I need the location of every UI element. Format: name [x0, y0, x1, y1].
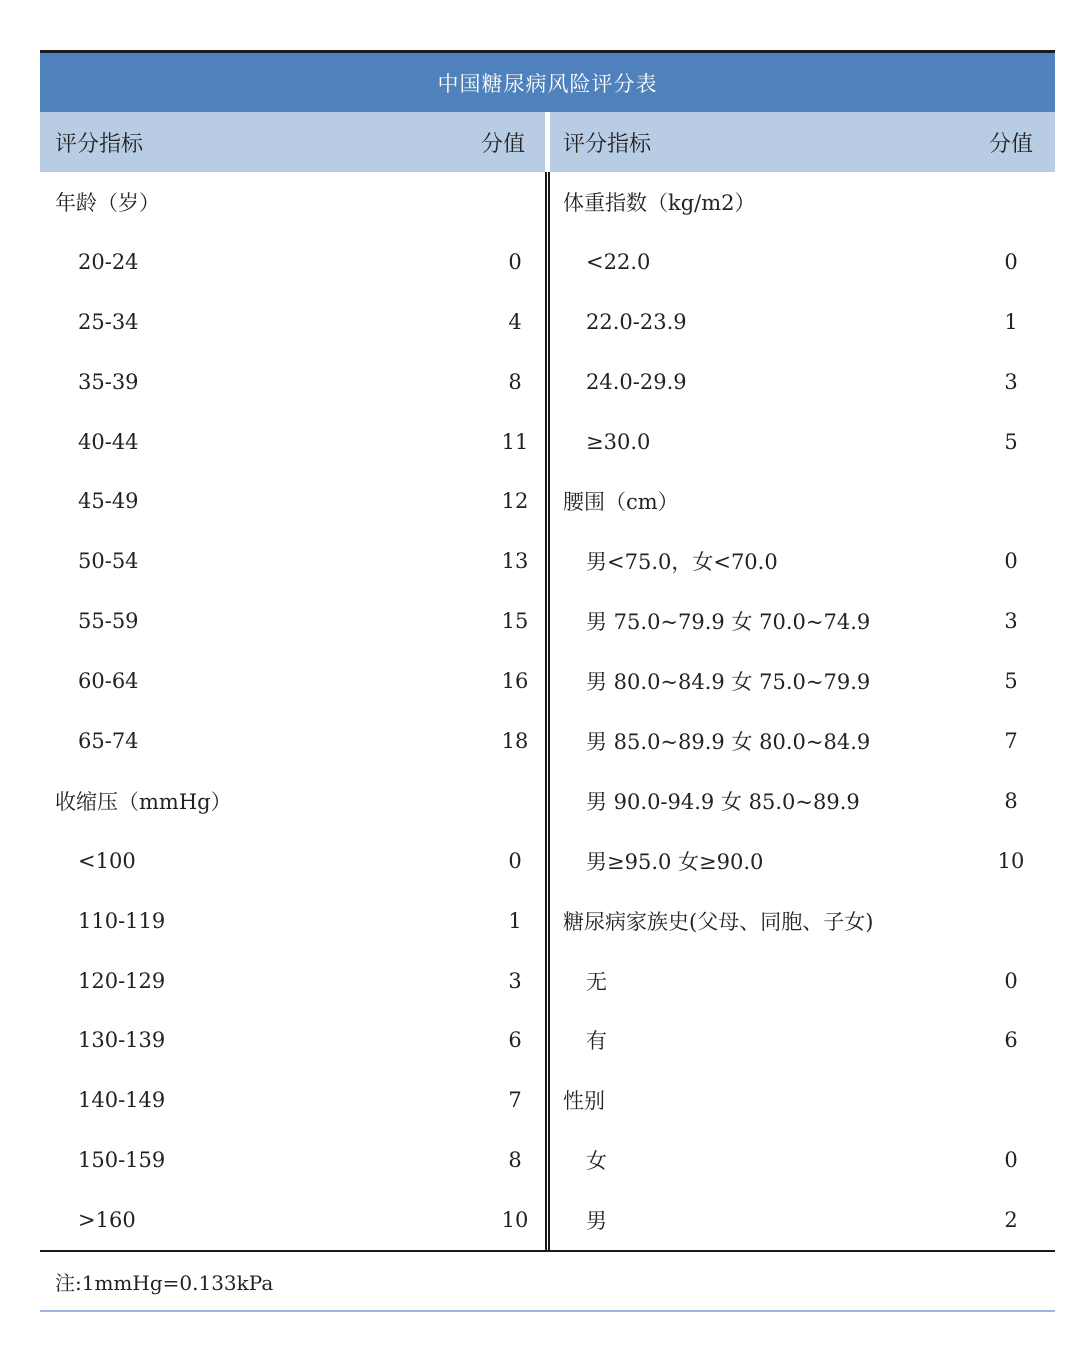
score-value: 10 [997, 848, 1025, 873]
indicator-label: <22.0 [586, 249, 651, 274]
indicator-label: 女 [586, 1149, 607, 1174]
score-value: 0 [1004, 549, 1018, 574]
table-row [550, 1190, 1055, 1250]
table-row [40, 1010, 545, 1070]
right-score-header: 分值 [988, 131, 1033, 157]
indicator-label: 男 75.0~79.9 女 70.0~74.9 [586, 610, 871, 635]
category-row [550, 891, 1055, 951]
table-row [550, 711, 1055, 771]
category-label: 腰围（cm） [563, 490, 679, 515]
table-row [550, 1010, 1055, 1070]
table-row [40, 951, 545, 1011]
table-row [550, 651, 1055, 711]
table-row [550, 531, 1055, 591]
score-value: 18 [501, 728, 529, 753]
indicator-label: <100 [78, 848, 136, 873]
table-row [550, 951, 1055, 1011]
right-indicator-header: 评分指标 [563, 131, 652, 157]
indicator-label: ≥30.0 [586, 429, 651, 454]
table-row [550, 232, 1055, 292]
left-indicator-header: 评分指标 [55, 131, 144, 157]
indicator-label: 男≥95.0 女≥90.0 [586, 849, 764, 874]
indicator-label: 50-54 [78, 549, 139, 574]
table-row [40, 232, 545, 292]
category-row [550, 471, 1055, 531]
table-row [40, 891, 545, 951]
score-value: 0 [508, 249, 522, 274]
score-value: 10 [501, 1208, 529, 1233]
score-value: 5 [1004, 669, 1018, 694]
table-row [40, 711, 545, 771]
indicator-label: 60-64 [78, 669, 139, 694]
score-value: 15 [501, 609, 529, 634]
indicator-label: 22.0-23.9 [586, 309, 687, 334]
score-value: 3 [508, 968, 522, 993]
table-row [550, 292, 1055, 352]
score-value: 0 [1004, 1148, 1018, 1173]
risk-score-table [40, 50, 1055, 1312]
table-row [550, 831, 1055, 891]
indicator-label: 无 [586, 969, 607, 994]
footer-rule [40, 1310, 1055, 1312]
score-value: 12 [501, 489, 529, 514]
indicator-label: 男 90.0-94.9 女 85.0~89.9 [586, 789, 860, 814]
category-label: 性别 [563, 1089, 605, 1114]
score-value: 11 [501, 429, 529, 454]
table-row [550, 412, 1055, 472]
category-row [550, 172, 1055, 232]
category-label: 体重指数（kg/m2） [563, 190, 756, 215]
left-rows [40, 172, 545, 1250]
score-value: 13 [501, 549, 529, 574]
table-row [550, 771, 1055, 831]
indicator-label: 55-59 [78, 609, 139, 634]
indicator-label: 120-129 [78, 968, 166, 993]
right-rows [550, 172, 1055, 1250]
indicator-label: 130-139 [78, 1028, 166, 1053]
score-value: 8 [508, 1148, 522, 1173]
table-row [40, 1130, 545, 1190]
score-value: 0 [1004, 249, 1018, 274]
table-row [40, 1070, 545, 1130]
table-row [40, 412, 545, 472]
indicator-label: 男 85.0~89.9 女 80.0~84.9 [586, 729, 871, 754]
score-value: 8 [1004, 788, 1018, 813]
category-label: 糖尿病家族史(父母、同胞、子女) [563, 909, 874, 934]
table-row [550, 1130, 1055, 1190]
table-row [550, 352, 1055, 412]
table-row [40, 352, 545, 412]
left-score-header: 分值 [480, 131, 525, 157]
score-value: 1 [508, 908, 522, 933]
left-column [40, 112, 545, 1250]
score-value: 5 [1004, 429, 1018, 454]
indicator-label: 有 [586, 1029, 607, 1054]
score-value: 7 [1004, 728, 1018, 753]
score-value: 1 [1004, 309, 1018, 334]
score-value: 3 [1004, 369, 1018, 394]
indicator-label: 20-24 [78, 249, 139, 274]
score-value: 0 [508, 848, 522, 873]
table-title: 中国糖尿病风险评分表 [40, 53, 1055, 112]
indicator-label: 24.0-29.9 [586, 369, 687, 394]
category-label: 年龄（岁） [55, 190, 160, 215]
indicator-label: 男 80.0~84.9 女 75.0~79.9 [586, 670, 871, 695]
right-column [550, 112, 1055, 1250]
score-value: 3 [1004, 609, 1018, 634]
category-row [40, 172, 545, 232]
indicator-label: 25-34 [78, 309, 139, 334]
indicator-label: 110-119 [78, 908, 166, 933]
category-row [550, 1070, 1055, 1130]
table-row [40, 531, 545, 591]
table-row [40, 292, 545, 352]
score-value: 6 [508, 1028, 522, 1053]
table-note: 注:1mmHg=0.133kPa [55, 1270, 274, 1295]
table-row [40, 651, 545, 711]
score-value: 16 [501, 669, 529, 694]
indicator-label: 男 [586, 1209, 607, 1234]
score-value: 6 [1004, 1028, 1018, 1053]
indicator-label: 男<75.0，女<70.0 [586, 550, 778, 575]
table-body [40, 112, 1055, 1250]
score-value: 2 [1004, 1208, 1018, 1233]
table-row [40, 471, 545, 531]
score-value: 4 [508, 309, 522, 334]
indicator-label: 40-44 [78, 429, 139, 454]
score-value: 7 [508, 1088, 522, 1113]
indicator-label: >160 [78, 1208, 136, 1233]
indicator-label: 150-159 [78, 1148, 166, 1173]
left-header-row [40, 112, 545, 172]
indicator-label: 65-74 [78, 728, 139, 753]
table-row [40, 831, 545, 891]
indicator-label: 140-149 [78, 1088, 166, 1113]
indicator-label: 45-49 [78, 489, 139, 514]
table-row [40, 591, 545, 651]
table-row [40, 1190, 545, 1250]
score-value: 0 [1004, 968, 1018, 993]
score-value: 8 [508, 369, 522, 394]
category-label: 收缩压（mmHg） [55, 789, 232, 814]
table-row [550, 591, 1055, 651]
right-header-row [550, 112, 1055, 172]
category-row [40, 771, 545, 831]
indicator-label: 35-39 [78, 369, 139, 394]
